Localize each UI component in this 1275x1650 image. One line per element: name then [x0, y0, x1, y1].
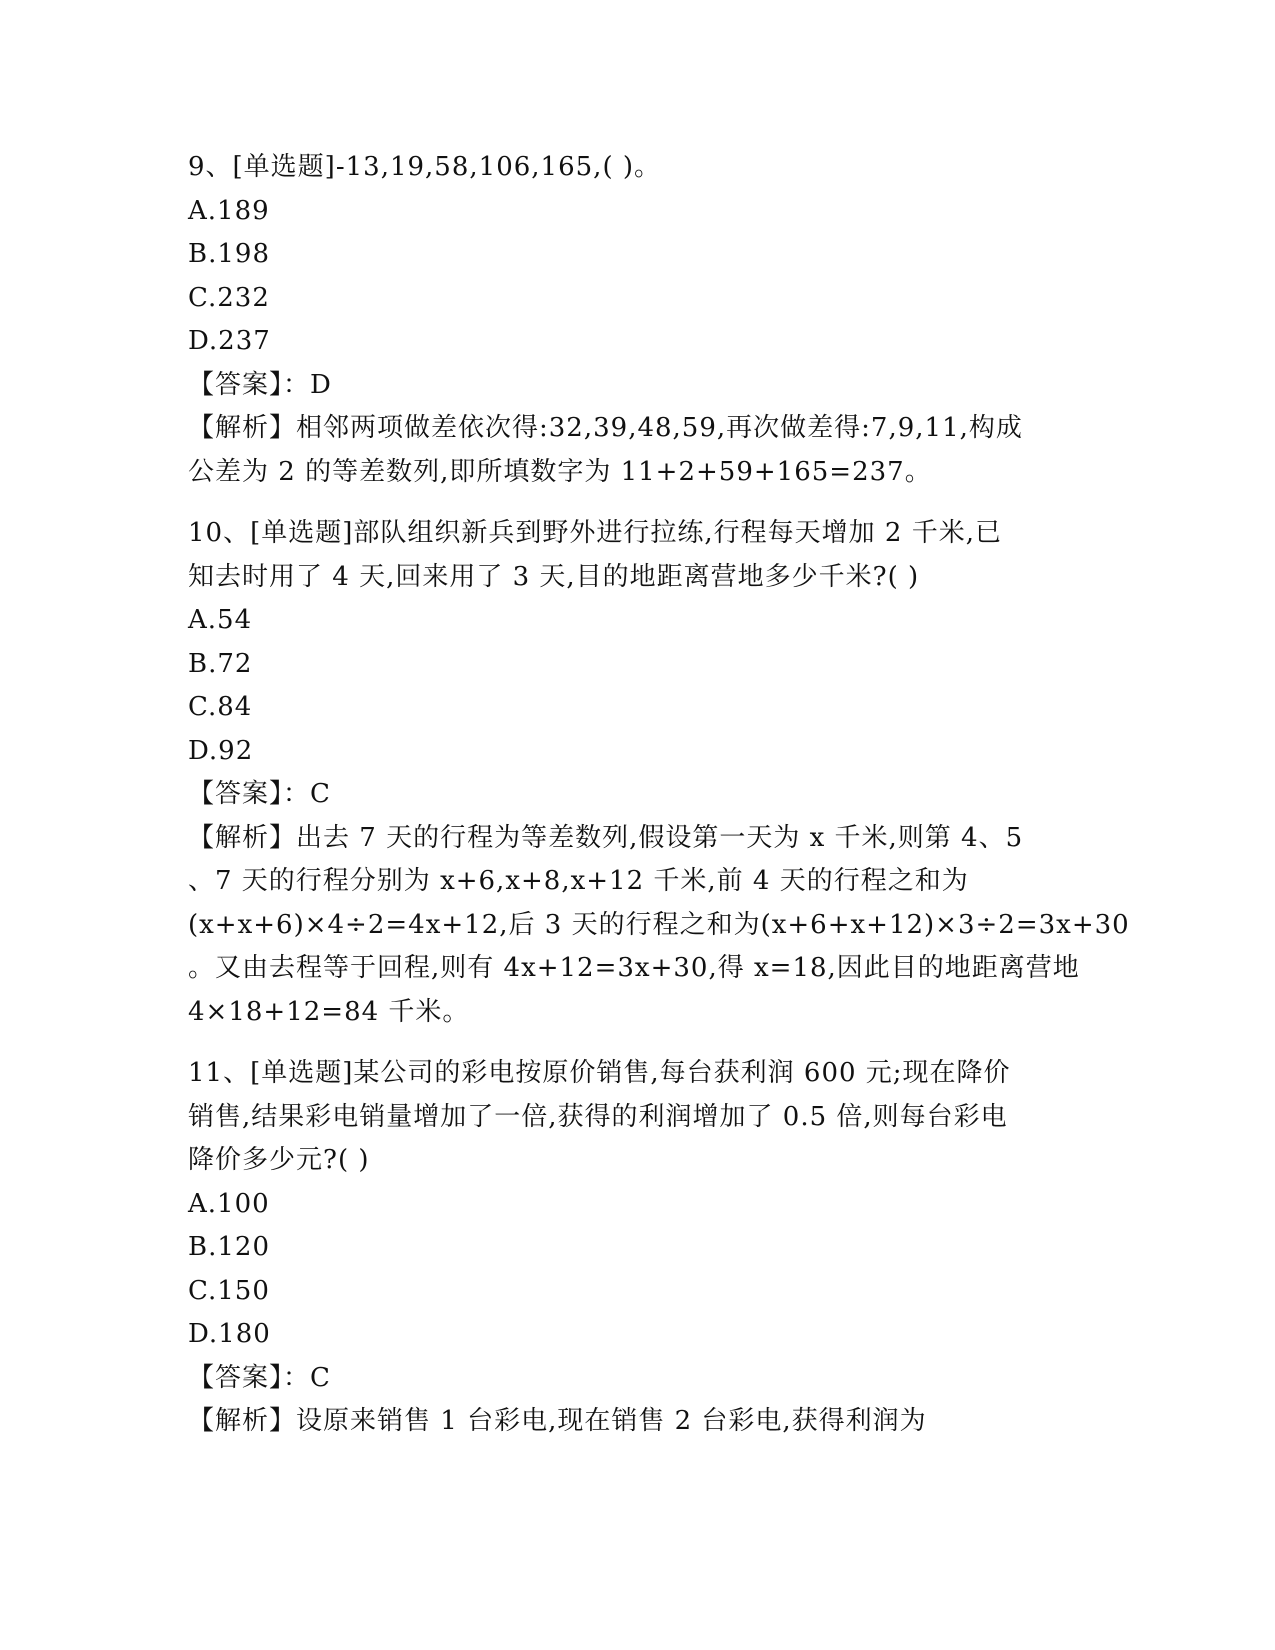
question-9	[188, 146, 1088, 494]
option-a: A.189	[188, 195, 270, 226]
document-page	[188, 146, 1130, 1444]
option-c: C.150	[188, 1275, 270, 1306]
answer-line: 【答案】：C	[188, 779, 331, 809]
question-stem: 降价多少元?( )	[188, 1145, 370, 1175]
option-a: A.100	[188, 1188, 270, 1219]
option-d: D.180	[188, 1319, 271, 1349]
analysis-line: 【解析】设原来销售 1 台彩电,现在销售 2 台彩电,获得利润为	[188, 1406, 927, 1436]
question-stem: 9、[单选题]-13,19,58,106,165,( )。	[188, 152, 661, 182]
analysis-line: 【解析】出去 7 天的行程为等差数列,假设第一天为 x 千米,则第 4、5	[188, 822, 1024, 853]
question-stem: 10、[单选题]部队组织新兵到野外进行拉练,行程每天增加 2 千米,已	[188, 518, 1002, 548]
analysis-line: 、7 天的行程分别为 x+6,x+8,x+12 千米,前 4 天的行程之和为	[188, 866, 969, 896]
option-b: B.198	[188, 239, 270, 269]
analysis-line: 4×18+12=84 千米。	[188, 996, 470, 1027]
option-d: D.237	[188, 326, 271, 356]
option-d: D.92	[188, 735, 254, 766]
option-b: B.72	[188, 648, 253, 679]
answer-line: 【答案】：C	[188, 1362, 331, 1393]
option-a: A.54	[188, 605, 253, 635]
question-stem: 销售,结果彩电销量增加了一倍,获得的利润增加了 0.5 倍,则每台彩电	[188, 1101, 1008, 1132]
question-stem: 知去时用了 4 天,回来用了 3 天,目的地距离营地多少千米?( )	[188, 561, 920, 592]
analysis-line: 公差为 2 的等差数列,即所填数字为 11+2+59+165=237。	[188, 456, 932, 487]
question-stem: 11、[单选题]某公司的彩电按原价销售,每台获利润 600 元;现在降价	[188, 1058, 1011, 1088]
option-c: C.84	[188, 692, 253, 722]
analysis-line: (x+x+6)×4÷2=4x+12,后 3 天的行程之和为(x+6+x+12)×3÷2=3x+30	[188, 909, 1130, 940]
analysis-line: 【解析】相邻两项做差依次得:32,39,48,59,再次做差得:7,9,11,构成	[188, 413, 1023, 443]
question-10	[188, 512, 1130, 1034]
analysis-line: 。又由去程等于回程,则有 4x+12=3x+30,得 x=18,因此目的地距离营地	[188, 953, 1080, 983]
option-b: B.120	[188, 1232, 270, 1262]
answer-line: 【答案】：D	[188, 369, 332, 400]
option-c: C.232	[188, 282, 270, 313]
question-11	[188, 1052, 1088, 1444]
